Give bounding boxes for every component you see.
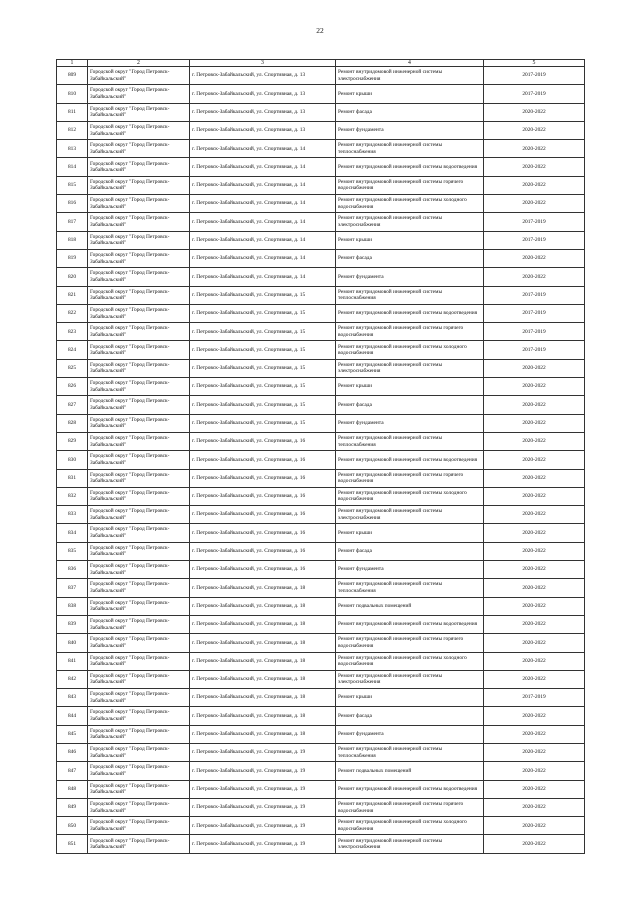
municipality-cell: Городской округ "Город Петровск-Забайкальский" (88, 286, 190, 304)
period-cell: 2020-2022 (484, 103, 585, 121)
table-row (57, 176, 585, 194)
municipality-cell: Городской округ "Город Петровск-Забайкальский" (88, 579, 190, 597)
work-type-cell: Ремонт внутридомовой инженерной системы холодного водоснабжения (336, 817, 484, 835)
municipality-cell: Городской округ "Город Петровск-Забайкальский" (88, 103, 190, 121)
table-row (57, 396, 585, 414)
period-cell: 2020-2022 (484, 506, 585, 524)
address-cell: г. Петровск-Забайкальский, ул. Спортивная, д. 16 (190, 506, 336, 524)
municipality-cell: Городской округ "Город Петровск-Забайкальский" (88, 249, 190, 267)
table-row (57, 524, 585, 542)
address-cell: г. Петровск-Забайкальский, ул. Спортивная, д. 18 (190, 597, 336, 615)
row-number: 825 (57, 359, 88, 377)
work-type-cell: Ремонт внутридомовой инженерной системы теплоснабжения (336, 286, 484, 304)
municipality-cell: Городской округ "Город Петровск-Забайкальский" (88, 634, 190, 652)
period-cell: 2017-2019 (484, 689, 585, 707)
work-type-cell: Ремонт крыши (336, 85, 484, 103)
table-row (57, 249, 585, 267)
municipality-cell: Городской округ "Город Петровск-Забайкальский" (88, 378, 190, 396)
row-number: 830 (57, 451, 88, 469)
repair-schedule-table (56, 59, 585, 854)
address-cell: г. Петровск-Забайкальский, ул. Спортивная, д. 16 (190, 451, 336, 469)
work-type-cell: Ремонт внутридомовой инженерной системы электроснабжения (336, 359, 484, 377)
municipality-cell: Городской округ "Город Петровск-Забайкальский" (88, 689, 190, 707)
page-number: 22 (316, 26, 324, 35)
row-number: 813 (57, 140, 88, 158)
row-number: 817 (57, 213, 88, 231)
table-row (57, 85, 585, 103)
period-cell: 2020-2022 (484, 487, 585, 505)
row-number: 838 (57, 597, 88, 615)
work-type-cell: Ремонт крыши (336, 231, 484, 249)
period-cell: 2020-2022 (484, 579, 585, 597)
period-cell: 2020-2022 (484, 268, 585, 286)
municipality-cell: Городской округ "Город Петровск-Забайкальский" (88, 176, 190, 194)
table-row (57, 231, 585, 249)
work-type-cell: Ремонт внутридомовой инженерной системы электроснабжения (336, 670, 484, 688)
municipality-cell: Городской округ "Город Петровск-Забайкальский" (88, 725, 190, 743)
table-row (57, 304, 585, 322)
municipality-cell: Городской округ "Город Петровск-Забайкальский" (88, 561, 190, 579)
address-cell: г. Петровск-Забайкальский, ул. Спортивная, д. 19 (190, 743, 336, 761)
row-number: 818 (57, 231, 88, 249)
row-number: 824 (57, 341, 88, 359)
row-number: 833 (57, 506, 88, 524)
work-type-cell: Ремонт фундамента (336, 121, 484, 139)
table-row (57, 487, 585, 505)
period-cell: 2017-2019 (484, 323, 585, 341)
row-number: 845 (57, 725, 88, 743)
row-number: 851 (57, 835, 88, 853)
work-type-cell: Ремонт внутридомовой инженерной системы холодного водоснабжения (336, 487, 484, 505)
municipality-cell: Городской округ "Город Петровск-Забайкальский" (88, 304, 190, 322)
table-row (57, 615, 585, 633)
column-header: 5 (484, 60, 585, 67)
period-cell: 2020-2022 (484, 469, 585, 487)
municipality-cell: Городской округ "Город Петровск-Забайкальский" (88, 67, 190, 85)
table-row (57, 341, 585, 359)
table-row (57, 378, 585, 396)
address-cell: г. Петровск-Забайкальский, ул. Спортивная, д. 15 (190, 341, 336, 359)
table-row (57, 725, 585, 743)
work-type-cell: Ремонт внутридомовой инженерной системы водоотведения (336, 158, 484, 176)
address-cell: г. Петровск-Забайкальский, ул. Спортивная, д. 18 (190, 670, 336, 688)
municipality-cell: Городской округ "Город Петровск-Забайкальский" (88, 652, 190, 670)
table-header-row (57, 60, 585, 67)
table-row (57, 103, 585, 121)
work-type-cell: Ремонт внутридомовой инженерной системы теплоснабжения (336, 432, 484, 450)
row-number: 829 (57, 432, 88, 450)
table-row (57, 432, 585, 450)
period-cell: 2020-2022 (484, 817, 585, 835)
table-row (57, 286, 585, 304)
table-row (57, 597, 585, 615)
period-cell: 2017-2019 (484, 213, 585, 231)
municipality-cell: Городской округ "Город Петровск-Забайкальский" (88, 707, 190, 725)
municipality-cell: Городской округ "Город Петровск-Забайкальский" (88, 268, 190, 286)
table-row (57, 780, 585, 798)
table-row (57, 140, 585, 158)
work-type-cell: Ремонт внутридомовой инженерной системы электроснабжения (336, 67, 484, 85)
work-type-cell: Ремонт внутридомовой инженерной системы холодного водоснабжения (336, 341, 484, 359)
row-number: 831 (57, 469, 88, 487)
period-cell: 2020-2022 (484, 597, 585, 615)
address-cell: г. Петровск-Забайкальский, ул. Спортивная, д. 13 (190, 85, 336, 103)
table-row (57, 689, 585, 707)
period-cell: 2020-2022 (484, 414, 585, 432)
work-type-cell: Ремонт фасада (336, 396, 484, 414)
municipality-cell: Городской округ "Город Петровск-Забайкальский" (88, 158, 190, 176)
period-cell: 2017-2019 (484, 231, 585, 249)
period-cell: 2017-2019 (484, 286, 585, 304)
municipality-cell: Городской округ "Город Петровск-Забайкальский" (88, 341, 190, 359)
municipality-cell: Городской округ "Город Петровск-Забайкальский" (88, 762, 190, 780)
address-cell: г. Петровск-Забайкальский, ул. Спортивная, д. 13 (190, 103, 336, 121)
period-cell: 2020-2022 (484, 707, 585, 725)
table-row (57, 359, 585, 377)
work-type-cell: Ремонт подвальных помещений (336, 762, 484, 780)
row-number: 822 (57, 304, 88, 322)
table-row (57, 414, 585, 432)
row-number: 815 (57, 176, 88, 194)
municipality-cell: Городской округ "Город Петровск-Забайкальский" (88, 469, 190, 487)
work-type-cell: Ремонт крыши (336, 524, 484, 542)
row-number: 826 (57, 378, 88, 396)
row-number: 849 (57, 798, 88, 816)
work-type-cell: Ремонт фасада (336, 707, 484, 725)
table-row (57, 451, 585, 469)
row-number: 841 (57, 652, 88, 670)
period-cell: 2020-2022 (484, 670, 585, 688)
row-number: 820 (57, 268, 88, 286)
municipality-cell: Городской округ "Город Петровск-Забайкальский" (88, 451, 190, 469)
period-cell: 2020-2022 (484, 524, 585, 542)
municipality-cell: Городской округ "Город Петровск-Забайкальский" (88, 414, 190, 432)
table-row (57, 817, 585, 835)
work-type-cell: Ремонт фасада (336, 542, 484, 560)
address-cell: г. Петровск-Забайкальский, ул. Спортивная, д. 19 (190, 835, 336, 853)
column-header: 1 (57, 60, 88, 67)
address-cell: г. Петровск-Забайкальский, ул. Спортивная, д. 16 (190, 524, 336, 542)
row-number: 834 (57, 524, 88, 542)
row-number: 810 (57, 85, 88, 103)
work-type-cell: Ремонт внутридомовой инженерной системы горячего водоснабжения (336, 176, 484, 194)
work-type-cell: Ремонт крыши (336, 378, 484, 396)
work-type-cell: Ремонт внутридомовой инженерной системы водоотведения (336, 780, 484, 798)
column-header: 4 (336, 60, 484, 67)
address-cell: г. Петровск-Забайкальский, ул. Спортивная, д. 15 (190, 378, 336, 396)
table-row (57, 268, 585, 286)
period-cell: 2017-2019 (484, 341, 585, 359)
municipality-cell: Городской округ "Город Петровск-Забайкальский" (88, 780, 190, 798)
period-cell: 2020-2022 (484, 158, 585, 176)
row-number: 828 (57, 414, 88, 432)
period-cell: 2017-2019 (484, 67, 585, 85)
work-type-cell: Ремонт внутридомовой инженерной системы горячего водоснабжения (336, 634, 484, 652)
address-cell: г. Петровск-Забайкальский, ул. Спортивная, д. 18 (190, 689, 336, 707)
municipality-cell: Городской округ "Город Петровск-Забайкальский" (88, 597, 190, 615)
row-number: 835 (57, 542, 88, 560)
period-cell: 2020-2022 (484, 121, 585, 139)
table-body (57, 67, 585, 854)
work-type-cell: Ремонт внутридомовой инженерной системы горячего водоснабжения (336, 323, 484, 341)
address-cell: г. Петровск-Забайкальский, ул. Спортивная, д. 16 (190, 469, 336, 487)
municipality-cell: Городской округ "Город Петровск-Забайкальский" (88, 798, 190, 816)
table-row (57, 798, 585, 816)
municipality-cell: Городской округ "Город Петровск-Забайкальский" (88, 85, 190, 103)
period-cell: 2020-2022 (484, 652, 585, 670)
row-number: 847 (57, 762, 88, 780)
municipality-cell: Городской округ "Город Петровск-Забайкальский" (88, 487, 190, 505)
municipality-cell: Городской округ "Город Петровск-Забайкальский" (88, 231, 190, 249)
table-row (57, 835, 585, 853)
work-type-cell: Ремонт внутридомовой инженерной системы электроснабжения (336, 835, 484, 853)
period-cell: 2017-2019 (484, 304, 585, 322)
address-cell: г. Петровск-Забайкальский, ул. Спортивная, д. 18 (190, 725, 336, 743)
period-cell: 2020-2022 (484, 743, 585, 761)
municipality-cell: Городской округ "Город Петровск-Забайкальский" (88, 213, 190, 231)
row-number: 809 (57, 67, 88, 85)
period-cell: 2020-2022 (484, 432, 585, 450)
table-row (57, 743, 585, 761)
municipality-cell: Городской округ "Город Петровск-Забайкальский" (88, 670, 190, 688)
table-row (57, 506, 585, 524)
address-cell: г. Петровск-Забайкальский, ул. Спортивная, д. 15 (190, 286, 336, 304)
row-number: 819 (57, 249, 88, 267)
work-type-cell: Ремонт внутридомовой инженерной системы холодного водоснабжения (336, 652, 484, 670)
column-header: 3 (190, 60, 336, 67)
municipality-cell: Городской округ "Город Петровск-Забайкальский" (88, 615, 190, 633)
table-row (57, 158, 585, 176)
municipality-cell: Городской округ "Город Петровск-Забайкальский" (88, 432, 190, 450)
address-cell: г. Петровск-Забайкальский, ул. Спортивная, д. 18 (190, 615, 336, 633)
work-type-cell: Ремонт внутридомовой инженерной системы водоотведения (336, 304, 484, 322)
address-cell: г. Петровск-Забайкальский, ул. Спортивная, д. 18 (190, 579, 336, 597)
address-cell: г. Петровск-Забайкальский, ул. Спортивная, д. 15 (190, 359, 336, 377)
period-cell: 2020-2022 (484, 561, 585, 579)
row-number: 844 (57, 707, 88, 725)
address-cell: г. Петровск-Забайкальский, ул. Спортивная, д. 14 (190, 249, 336, 267)
work-type-cell: Ремонт внутридомовой инженерной системы электроснабжения (336, 213, 484, 231)
address-cell: г. Петровск-Забайкальский, ул. Спортивная, д. 13 (190, 67, 336, 85)
period-cell: 2020-2022 (484, 359, 585, 377)
period-cell: 2020-2022 (484, 195, 585, 213)
period-cell: 2020-2022 (484, 249, 585, 267)
row-number: 850 (57, 817, 88, 835)
period-cell: 2020-2022 (484, 396, 585, 414)
work-type-cell: Ремонт крыши (336, 689, 484, 707)
address-cell: г. Петровск-Забайкальский, ул. Спортивная, д. 13 (190, 121, 336, 139)
row-number: 842 (57, 670, 88, 688)
row-number: 814 (57, 158, 88, 176)
municipality-cell: Городской округ "Город Петровск-Забайкальский" (88, 506, 190, 524)
period-cell: 2020-2022 (484, 835, 585, 853)
table-row (57, 542, 585, 560)
period-cell: 2017-2019 (484, 85, 585, 103)
work-type-cell: Ремонт фундамента (336, 414, 484, 432)
table-row (57, 323, 585, 341)
work-type-cell: Ремонт внутридомовой инженерной системы водоотведения (336, 451, 484, 469)
work-type-cell: Ремонт внутридомовой инженерной системы теплоснабжения (336, 743, 484, 761)
table-row (57, 707, 585, 725)
table-row (57, 213, 585, 231)
address-cell: г. Петровск-Забайкальский, ул. Спортивная, д. 15 (190, 396, 336, 414)
address-cell: г. Петровск-Забайкальский, ул. Спортивная, д. 14 (190, 176, 336, 194)
row-number: 840 (57, 634, 88, 652)
table-row (57, 762, 585, 780)
period-cell: 2020-2022 (484, 615, 585, 633)
municipality-cell: Городской округ "Город Петровск-Забайкальский" (88, 835, 190, 853)
work-type-cell: Ремонт внутридомовой инженерной системы водоотведения (336, 615, 484, 633)
address-cell: г. Петровск-Забайкальский, ул. Спортивная, д. 15 (190, 304, 336, 322)
address-cell: г. Петровск-Забайкальский, ул. Спортивная, д. 14 (190, 213, 336, 231)
table-row (57, 195, 585, 213)
municipality-cell: Городской округ "Город Петровск-Забайкальский" (88, 323, 190, 341)
row-number: 848 (57, 780, 88, 798)
municipality-cell: Городской округ "Город Петровск-Забайкальский" (88, 359, 190, 377)
column-header: 2 (88, 60, 190, 67)
period-cell: 2020-2022 (484, 798, 585, 816)
address-cell: г. Петровск-Забайкальский, ул. Спортивная, д. 15 (190, 323, 336, 341)
municipality-cell: Городской округ "Город Петровск-Забайкальский" (88, 524, 190, 542)
address-cell: г. Петровск-Забайкальский, ул. Спортивная, д. 16 (190, 487, 336, 505)
municipality-cell: Городской округ "Город Петровск-Забайкальский" (88, 542, 190, 560)
address-cell: г. Петровск-Забайкальский, ул. Спортивная, д. 14 (190, 268, 336, 286)
row-number: 823 (57, 323, 88, 341)
period-cell: 2020-2022 (484, 634, 585, 652)
work-type-cell: Ремонт внутридомовой инженерной системы горячего водоснабжения (336, 798, 484, 816)
row-number: 827 (57, 396, 88, 414)
period-cell: 2020-2022 (484, 780, 585, 798)
address-cell: г. Петровск-Забайкальский, ул. Спортивная, д. 16 (190, 542, 336, 560)
address-cell: г. Петровск-Забайкальский, ул. Спортивная, д. 14 (190, 140, 336, 158)
work-type-cell: Ремонт фундамента (336, 268, 484, 286)
work-type-cell: Ремонт внутридомовой инженерной системы горячего водоснабжения (336, 469, 484, 487)
address-cell: г. Петровск-Забайкальский, ул. Спортивная, д. 19 (190, 817, 336, 835)
period-cell: 2020-2022 (484, 762, 585, 780)
table-row (57, 561, 585, 579)
address-cell: г. Петровск-Забайкальский, ул. Спортивная, д. 18 (190, 652, 336, 670)
row-number: 811 (57, 103, 88, 121)
address-cell: г. Петровск-Забайкальский, ул. Спортивная, д. 19 (190, 762, 336, 780)
address-cell: г. Петровск-Забайкальский, ул. Спортивная, д. 14 (190, 195, 336, 213)
row-number: 846 (57, 743, 88, 761)
address-cell: г. Петровск-Забайкальский, ул. Спортивная, д. 18 (190, 634, 336, 652)
work-type-cell: Ремонт внутридомовой инженерной системы теплоснабжения (336, 140, 484, 158)
work-type-cell: Ремонт внутридомовой инженерной системы теплоснабжения (336, 579, 484, 597)
table-row (57, 67, 585, 85)
table-row (57, 579, 585, 597)
work-type-cell: Ремонт подвальных помещений (336, 597, 484, 615)
work-type-cell: Ремонт внутридомовой инженерной системы электроснабжения (336, 506, 484, 524)
period-cell: 2020-2022 (484, 725, 585, 743)
period-cell: 2020-2022 (484, 176, 585, 194)
municipality-cell: Городской округ "Город Петровск-Забайкальский" (88, 396, 190, 414)
address-cell: г. Петровск-Забайкальский, ул. Спортивная, д. 18 (190, 707, 336, 725)
row-number: 839 (57, 615, 88, 633)
table-row (57, 634, 585, 652)
period-cell: 2020-2022 (484, 451, 585, 469)
period-cell: 2020-2022 (484, 378, 585, 396)
work-type-cell: Ремонт фундамента (336, 561, 484, 579)
municipality-cell: Городской округ "Город Петровск-Забайкальский" (88, 817, 190, 835)
address-cell: г. Петровск-Забайкальский, ул. Спортивная, д. 16 (190, 432, 336, 450)
row-number: 837 (57, 579, 88, 597)
period-cell: 2020-2022 (484, 140, 585, 158)
table-row (57, 121, 585, 139)
address-cell: г. Петровск-Забайкальский, ул. Спортивная, д. 14 (190, 231, 336, 249)
row-number: 812 (57, 121, 88, 139)
address-cell: г. Петровск-Забайкальский, ул. Спортивная, д. 14 (190, 158, 336, 176)
address-cell: г. Петровск-Забайкальский, ул. Спортивная, д. 15 (190, 414, 336, 432)
period-cell: 2020-2022 (484, 542, 585, 560)
municipality-cell: Городской округ "Город Петровск-Забайкальский" (88, 140, 190, 158)
table-row (57, 652, 585, 670)
table-row (57, 469, 585, 487)
work-type-cell: Ремонт внутридомовой инженерной системы холодного водоснабжения (336, 195, 484, 213)
row-number: 821 (57, 286, 88, 304)
table-row (57, 670, 585, 688)
row-number: 843 (57, 689, 88, 707)
work-type-cell: Ремонт фасада (336, 249, 484, 267)
municipality-cell: Городской округ "Город Петровск-Забайкальский" (88, 743, 190, 761)
municipality-cell: Городской округ "Город Петровск-Забайкальский" (88, 195, 190, 213)
work-type-cell: Ремонт фундамента (336, 725, 484, 743)
address-cell: г. Петровск-Забайкальский, ул. Спортивная, д. 19 (190, 780, 336, 798)
address-cell: г. Петровск-Забайкальский, ул. Спортивная, д. 19 (190, 798, 336, 816)
row-number: 836 (57, 561, 88, 579)
row-number: 816 (57, 195, 88, 213)
address-cell: г. Петровск-Забайкальский, ул. Спортивная, д. 16 (190, 561, 336, 579)
work-type-cell: Ремонт фасада (336, 103, 484, 121)
row-number: 832 (57, 487, 88, 505)
municipality-cell: Городской округ "Город Петровск-Забайкальский" (88, 121, 190, 139)
